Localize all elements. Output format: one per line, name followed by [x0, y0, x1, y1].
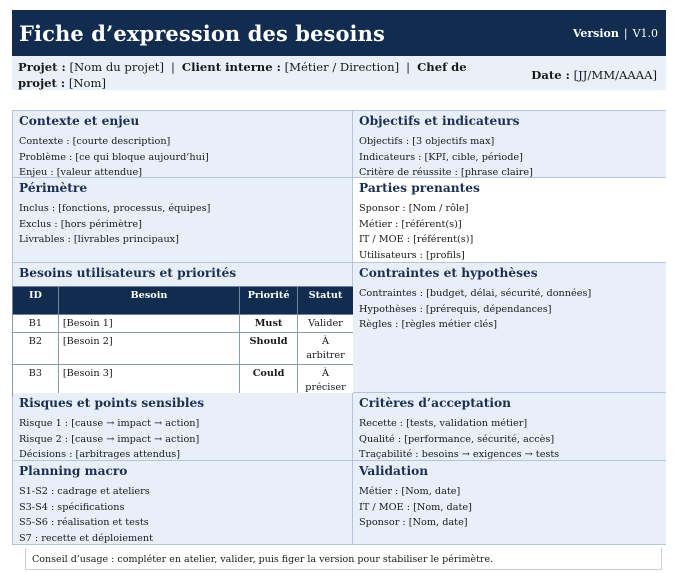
- cell-priorite: Could: [240, 364, 298, 396]
- cell-statut: À arbitrer: [298, 332, 354, 364]
- section-risques: [13, 393, 353, 461]
- section-line: Métier : [Nom, date]: [359, 486, 461, 497]
- table-header-row: [13, 287, 354, 315]
- section-objectifs: [353, 111, 666, 178]
- footer-text: Conseil d’usage : compléter en atelier, valider, puis figer la version pour stabiliser le périmètre.: [32, 554, 494, 565]
- cell-besoin: [Besoin 3]: [58, 364, 239, 396]
- cell-besoin: [Besoin 1]: [58, 315, 239, 333]
- column-header-besoin: Besoin: [58, 287, 239, 315]
- section-parties-prenantes: [353, 178, 666, 263]
- section-perimetre: [13, 178, 353, 263]
- section-line: Règles : [règles métier clés]: [359, 319, 498, 330]
- section-title: Contraintes et hypothèses: [359, 266, 538, 280]
- client-value: [Métier / Direction]: [284, 60, 400, 74]
- section-title: Périmètre: [19, 181, 88, 195]
- section-validation: [353, 461, 666, 544]
- document-title: Fiche d’expression des besoins: [19, 20, 385, 46]
- section-line: Utilisateurs : [profils]: [359, 249, 465, 261]
- document-page: [12, 10, 666, 545]
- cell-priorite: Should: [240, 332, 298, 364]
- section-contraintes: [353, 263, 666, 393]
- section-line: Risque 2 : [cause → impact → action]: [19, 433, 200, 445]
- chef-label: Chef de projet :: [18, 60, 467, 90]
- table-row: [13, 332, 354, 364]
- section-title: Parties prenantes: [359, 181, 480, 195]
- version-label: Version: [572, 26, 619, 40]
- project-value: [Nom du projet]: [69, 60, 164, 74]
- section-title: Planning macro: [19, 464, 128, 478]
- section-line: Sponsor : [Nom / rôle]: [359, 203, 469, 214]
- section-line: Décisions : [arbitrages attendus]: [19, 449, 181, 460]
- table-row: [13, 315, 354, 333]
- section-line: Contraintes : [budget, délai, sécurité, données]: [359, 288, 592, 299]
- date-label: Date :: [531, 68, 570, 82]
- needs-table: [12, 286, 354, 397]
- cell-id: B3: [13, 364, 59, 396]
- cell-statut: À préciser: [298, 364, 354, 396]
- project-label: Projet :: [18, 60, 66, 74]
- chef-value: [Nom]: [68, 76, 107, 90]
- section-line: Critère de réussite : [phrase claire]: [359, 167, 533, 178]
- section-line: Enjeu : [valeur attendue]: [19, 167, 143, 178]
- section-line: Objectifs : [3 objectifs max]: [359, 136, 495, 147]
- section-title: Critères d’acceptation: [359, 396, 511, 410]
- section-contexte: [13, 111, 353, 178]
- section-line: S1-S2 : cadrage et ateliers: [19, 486, 150, 497]
- section-title: Contexte et enjeu: [19, 114, 140, 128]
- sections-grid: [12, 110, 666, 545]
- cell-id: B1: [13, 315, 59, 333]
- column-header-statut: Statut: [298, 287, 354, 315]
- table-row: [13, 364, 354, 396]
- date-value: [JJ/MM/AAAA]: [573, 68, 657, 82]
- section-line: Recette : [tests, validation métier]: [359, 418, 528, 429]
- section-line: Indicateurs : [KPI, cible, période]: [359, 151, 523, 163]
- cell-priorite: Must: [240, 315, 298, 333]
- section-title: Objectifs et indicateurs: [359, 114, 520, 128]
- cell-besoin: [Besoin 2]: [58, 332, 239, 364]
- section-title: Besoins utilisateurs et priorités: [19, 266, 237, 280]
- usage-advice-footer: [25, 548, 662, 570]
- column-header-priorite: Priorité: [240, 287, 298, 315]
- section-line: S3-S4 : spécifications: [19, 501, 125, 513]
- section-line: Sponsor : [Nom, date]: [359, 517, 468, 528]
- section-line: IT / MOE : [Nom, date]: [359, 501, 472, 513]
- date-field: [531, 67, 657, 83]
- section-title: Validation: [359, 464, 429, 478]
- section-line: Métier : [référent(s)]: [359, 218, 462, 230]
- client-label: Client interne :: [181, 60, 281, 74]
- version-indicator: Version | V1.0: [572, 26, 658, 40]
- section-line: Hypothèses : [prérequis, dépendances]: [359, 303, 552, 315]
- section-line: Livrables : [livrables principaux]: [19, 234, 179, 245]
- project-info-bar: Projet : [Nom du projet] | Client interne : [Métier / Direction] | Chef de projet : [Nom] Date : [JJ/MM/AAAA]: [12, 56, 666, 90]
- section-line: Problème : [ce qui bloque aujourd’hui]: [19, 151, 209, 163]
- column-header-id: ID: [13, 287, 59, 315]
- cell-statut: Valider: [298, 315, 354, 333]
- section-line: Contexte : [courte description]: [19, 136, 171, 147]
- cell-id: B2: [13, 332, 59, 364]
- section-line: Exclus : [hors périmètre]: [19, 218, 142, 230]
- version-value: V1.0: [632, 26, 658, 40]
- section-line: Traçabilité : besoins → exigences → tests: [359, 449, 560, 460]
- section-line: Inclus : [fonctions, processus, équipes]: [19, 203, 211, 214]
- document-header: [12, 10, 666, 56]
- section-line: Risque 1 : [cause → impact → action]: [19, 418, 200, 429]
- section-criteres: [353, 393, 666, 461]
- section-line: S7 : recette et déploiement: [19, 532, 153, 544]
- section-line: S5-S6 : réalisation et tests: [19, 517, 149, 528]
- section-title: Risques et points sensibles: [19, 396, 205, 410]
- section-line: IT / MOE : [référent(s)]: [359, 234, 474, 245]
- section-planning: [13, 461, 353, 544]
- section-line: Qualité : [performance, sécurité, accès]: [359, 433, 555, 445]
- section-besoins: [13, 263, 353, 393]
